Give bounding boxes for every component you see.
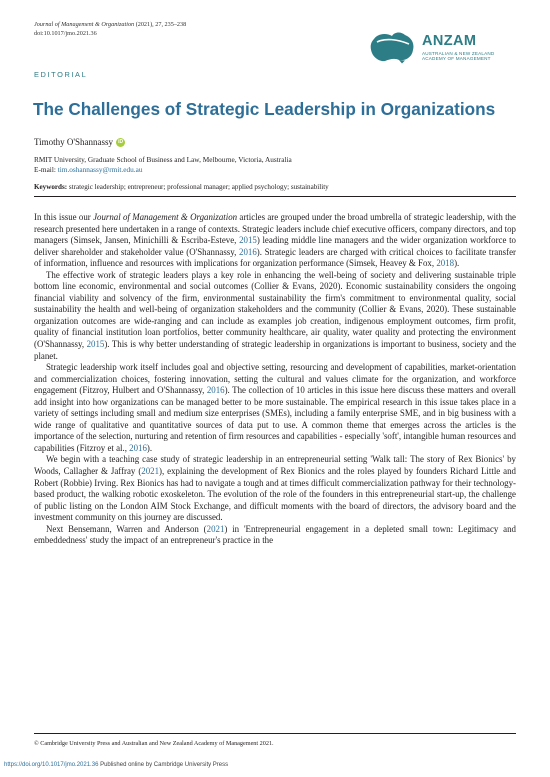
australia-map-icon <box>365 30 419 66</box>
keywords <box>34 183 329 191</box>
article-title: The Challenges of Strategic Leadership in Organizations <box>33 99 496 119</box>
anzam-logo <box>365 30 517 66</box>
section-label: EDITORIAL <box>34 70 88 79</box>
article-body <box>34 212 516 547</box>
paragraph-1: In this issue our Journal of Management & Organization articles are grouped under the broad umbrella of strategic leadership, with the research presented here undertaken in a range of contexts. Strategic leaders include chief executive officers, company directors, and top managers (Simsek, Jansen, Minichilli & Escriba-Esteve, 2015) leading middle line managers and the wider organization workforce to deliver shareholder and stakeholder value (O'Shannassy, 2016). Strategic leaders are charged with critical choices to facilitate transfer of information, influence and resources with implications for organization performance (Simsek, Heavey & Fox, 2018). <box>34 212 516 269</box>
keywords-label: Keywords: <box>34 183 68 191</box>
journal-reference <box>34 21 186 38</box>
published-note: Published online by Cambridge University Press <box>98 762 229 768</box>
author-line <box>34 137 125 147</box>
paragraph-4: We begin with a teaching case study of strategic leadership in an entrepreneurial setting 'Walk tall: The story of Rex Bionics' by Woods, Callagher & Jaffray (2021), explaining the development of Rex Bionics and the roles played by founders Richard Little and Robert (Robbie) Irving. Rex Bionics has had to navigate a tough and at times difficult commercialization pathway for their technology-based product, the walking robotic exoskeleton. The evolution of the role of the founders in this entrepreneurial start-up, the challenge of public listing on the London AIM Stock Exchange, and difficult moments with the board of directors, the advisory board and the investment community on this journey are discussed. <box>34 454 516 523</box>
citation-link[interactable]: 2016 <box>206 385 225 396</box>
logo-subtitle: AUSTRALIAN & NEW ZEALAND ACADEMY OF MANAGEMENT <box>422 51 495 62</box>
publication-footer <box>4 762 228 768</box>
journal-volume: (2021), 27, 235–238 <box>134 21 187 28</box>
copyright-notice: © Cambridge University Press and Australian and New Zealand Academy of Management 2021. <box>34 740 274 747</box>
citation-link[interactable]: 2016 <box>239 246 257 257</box>
logo-wordmark: ANZAM <box>422 33 477 49</box>
keywords-list: strategic leadership; entrepreneur; professional manager; applied psychology; sustainability <box>67 183 329 191</box>
citation-link[interactable]: 2018 <box>436 258 455 269</box>
affiliation: RMIT University, Graduate School of Business and Law, Melbourne, Victoria, Australia <box>34 155 292 164</box>
citation-link[interactable]: 2021 <box>141 466 160 477</box>
email-link[interactable]: tim.oshannassy@rmit.edu.au <box>57 165 143 175</box>
citation-link[interactable]: 2015 <box>86 339 105 350</box>
citation-link[interactable]: 2015 <box>239 235 257 246</box>
paragraph-2: The effective work of strategic leaders plays a key role in enhancing the well-being of society and delivering sustainable triple bottom line economic, environmental and social outcomes (Collier & Evans, 2020). Economic sustainability considers the ongoing financial viability and solvency of the firm, environmental sustainability the firm's commitment to environmental quality, social sustainability the health and well-being of organization stakeholders and the community (Collier & Evans, 2020). These sustainable organization outcomes are wide-ranging and can include as examples job creation, indigenous employment outcomes, firm profit, quality of financial institution loan portfolios, better community healthcare, air quality, water quality and protecting the environment (O'Shannassy, 2015). This is why better understanding of strategic leadership in organizations is important to business, society and the planet. <box>34 269 517 361</box>
citation-link[interactable]: 2016 <box>129 442 147 453</box>
citation-link[interactable]: 2021 <box>206 523 225 534</box>
article-doi: doi:10.1017/jmo.2021.36 <box>34 29 97 37</box>
doi-link[interactable]: https://doi.org/10.1017/jmo.2021.36 <box>4 762 99 768</box>
author-name: Timothy O'Shannassy <box>34 137 114 147</box>
affiliation-block <box>34 155 292 175</box>
journal-name: Journal of Management & Organization <box>34 21 135 28</box>
email-label: E-mail: <box>34 165 58 175</box>
paragraph-3: Strategic leadership work itself includes goal and objective setting, resourcing and development of capabilities, market-orientation and commercialization choices, fostering innovation, setting the cultural and values climate for the organization, and workforce engagement (Fitzroy, Hulbert and O'Shannassy, 2016). The collection of 10 articles in this issue here discuss these matters and overall add insight into how organizations can be managed better to be more sustainable. The empirical research in this issue takes place in a variety of settings including small and medium size enterprises (SMEs), including a family enterprise SME, and in big business with a wide range of qualitative and quantitative sources of data put to use. A common theme that emerges across the articles is the importance of the selection, nurturing and retention of firm resources and capabilities - especially 'soft', intangible human resources and capabilities (Fitzroy et al., 2016). <box>34 362 516 453</box>
paragraph-5: Next Bensemann, Warren and Anderson (2021) in 'Entrepreneurial engagement in a depleted small town: Legitimacy and embeddedness' study the impact of an entrepreneur's practice in the <box>34 523 516 546</box>
orcid-icon[interactable]: iD <box>118 138 124 145</box>
footer-divider <box>34 733 516 734</box>
header-divider <box>34 196 516 197</box>
